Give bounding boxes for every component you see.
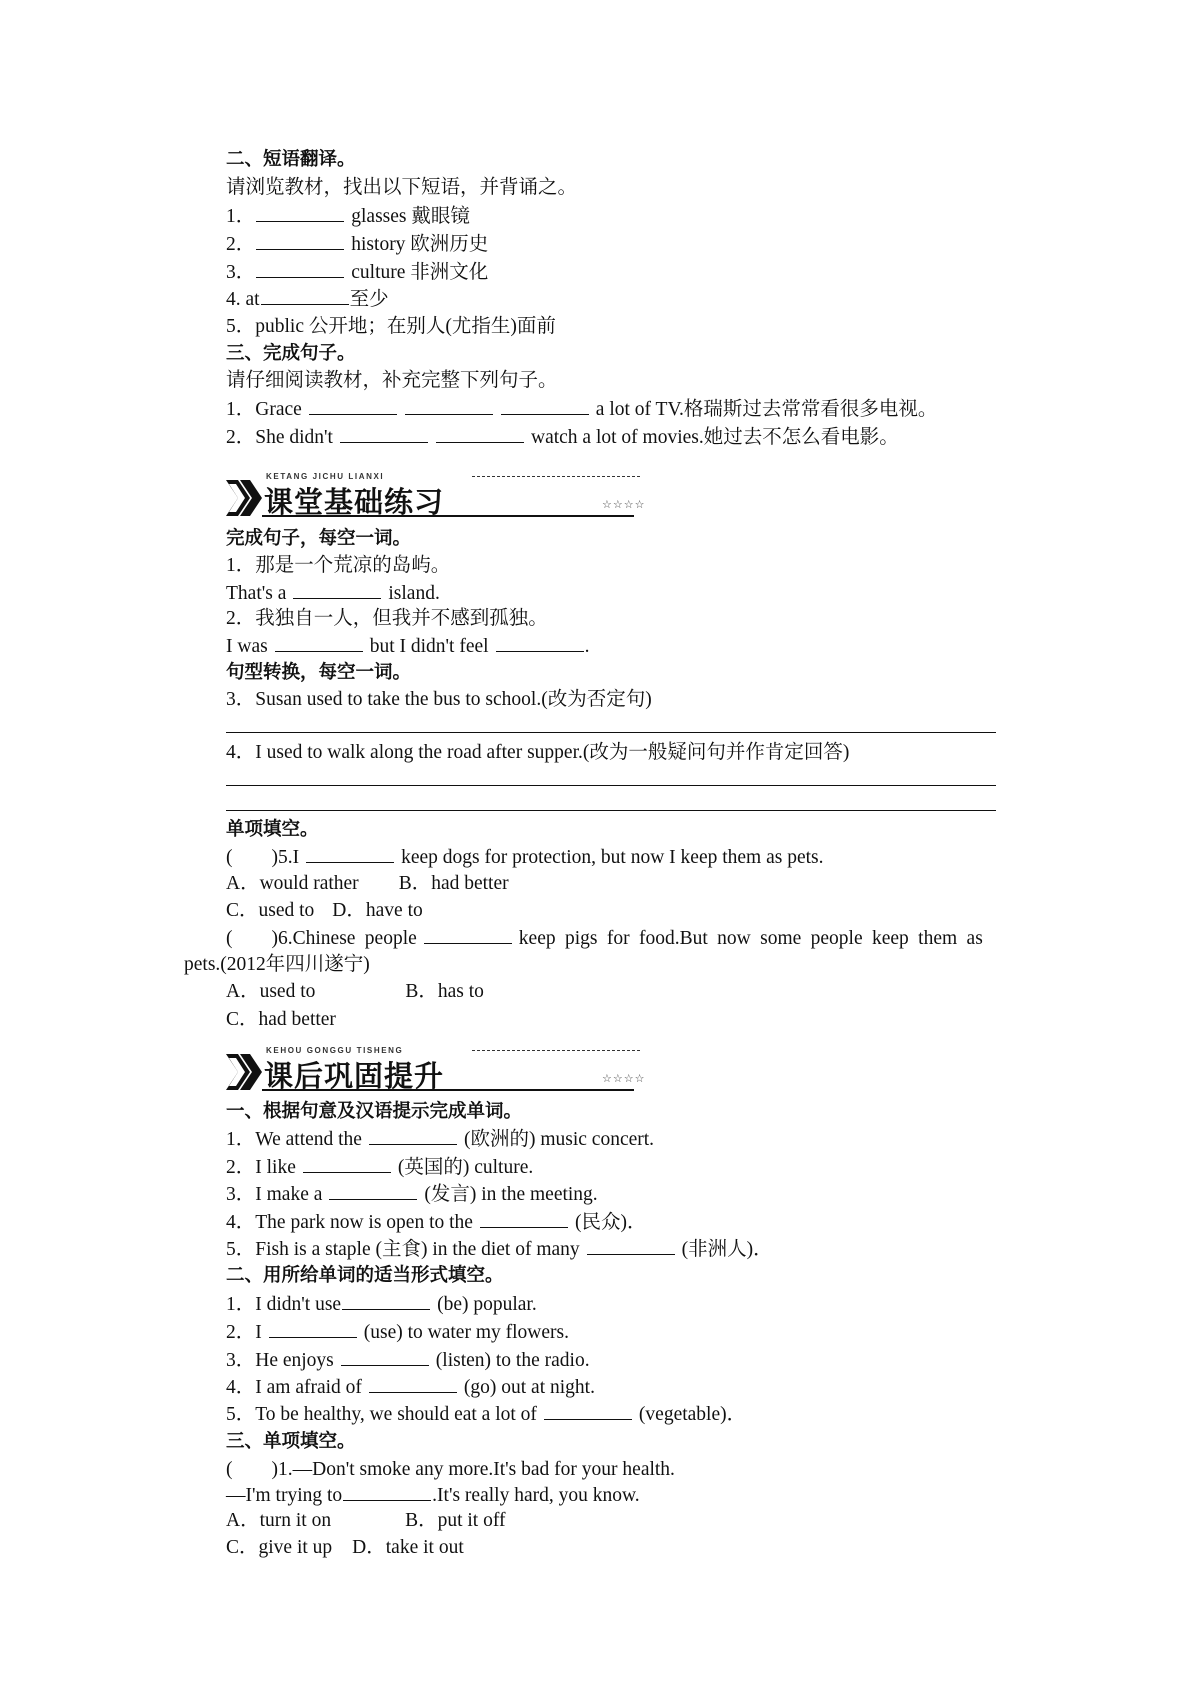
banner-pinyin: KEHOU GONGGU TISHENG	[266, 1046, 404, 1055]
difficulty-stars: ☆☆☆☆	[602, 1072, 646, 1085]
option-b[interactable]: B．has to	[405, 981, 484, 1002]
blank[interactable]	[261, 287, 349, 305]
blank[interactable]	[275, 634, 363, 652]
option-a[interactable]: A．would rather	[226, 873, 359, 894]
blank[interactable]	[501, 397, 589, 415]
question-6-options-ab	[226, 980, 484, 1004]
question-6-continuation: pets.(2012年四川遂宁)	[184, 954, 370, 975]
option-a[interactable]: A．used to	[226, 981, 316, 1002]
sentence-1: 1．Grace a lot of TV.格瑞斯过去常常看很多电视。	[226, 399, 938, 420]
choice-question-1-options-cd	[226, 1536, 464, 1560]
blank[interactable]	[436, 425, 524, 443]
item-text: 至少	[349, 289, 389, 310]
option-a[interactable]: A．turn it on	[226, 1510, 332, 1531]
word-item-4: 4．The park now is open to the (民众)．	[226, 1212, 647, 1233]
option-d[interactable]: D．take it out	[352, 1537, 464, 1558]
option-d[interactable]: D．have to	[332, 900, 423, 921]
subheading-complete-sentences: 完成句子，每空一词。	[226, 528, 412, 549]
option-c[interactable]: C．give it up	[226, 1537, 333, 1558]
blank[interactable]	[256, 204, 344, 222]
question-6: ( )6.Chinese people keep pigs for food.But now some people keep them as	[226, 928, 983, 949]
instruction-text: 请浏览教材，找出以下短语，并背诵之。	[226, 177, 578, 198]
section-heading-phrase-translation: 二、短语翻译。	[226, 149, 356, 170]
phrase-item-4	[226, 287, 389, 312]
blank[interactable]	[306, 845, 394, 863]
question-4: 4．I used to walk along the road after supper.(改为一般疑问句并作肯定回答)	[226, 742, 850, 763]
blank[interactable]	[293, 581, 381, 599]
blank[interactable]	[496, 634, 584, 652]
option-c[interactable]: C．used to	[226, 900, 315, 921]
question-3: 3．Susan used to take the bus to school.(改为否定句)	[226, 689, 652, 710]
item-number: 3．	[226, 262, 256, 283]
banner-dash-line	[472, 1050, 640, 1051]
word-item-5: 5．Fish is a staple (主食) in the diet of many (非洲人)．	[226, 1239, 773, 1260]
question-5-options-cd	[226, 899, 423, 923]
blank[interactable]	[256, 260, 344, 278]
item-text: history 欧洲历史	[351, 234, 489, 255]
blank[interactable]	[256, 232, 344, 250]
section-heading-multiple-choice: 三、单项填空。	[226, 1431, 356, 1452]
phrase-item-5	[226, 315, 556, 339]
choice-question-1: ( )1.—Don't smoke any more.It's bad for your health.	[226, 1459, 675, 1480]
double-chevron-icon	[224, 478, 268, 518]
question-1-chinese: 1．那是一个荒凉的岛屿。	[226, 555, 451, 576]
subheading-multiple-choice: 单项填空。	[226, 819, 319, 840]
question-1-english: That's a island.	[226, 583, 440, 604]
answer-line[interactable]	[226, 810, 996, 811]
subheading-sentence-transform: 句型转换，每空一词。	[226, 662, 412, 683]
phrase-item-1	[226, 204, 470, 229]
banner-pinyin: KETANG JICHU LIANXI	[266, 472, 385, 481]
banner-dash-line	[472, 476, 640, 477]
difficulty-stars: ☆☆☆☆	[602, 498, 646, 511]
blank[interactable]	[309, 397, 397, 415]
item-number: 1．	[226, 206, 256, 227]
blank[interactable]	[303, 1155, 391, 1173]
word-item-2: 2．I like (英国的) culture.	[226, 1157, 534, 1178]
banner-title: 课后巩固提升	[264, 1059, 445, 1093]
item-text: glasses 戴眼镜	[351, 206, 470, 227]
question-2-chinese: 2．我独自一人，但我并不感到孤独。	[226, 608, 548, 629]
word-item-1: 1．We attend the (欧洲的) music concert.	[226, 1129, 655, 1150]
option-b[interactable]: B．put it off	[405, 1510, 506, 1531]
blank[interactable]	[587, 1237, 675, 1255]
blank[interactable]	[544, 1402, 632, 1420]
form-item-4: 4．I am afraid of (go) out at night.	[226, 1377, 595, 1398]
item-number: 2．	[226, 234, 256, 255]
blank[interactable]	[340, 425, 428, 443]
answer-line[interactable]	[226, 785, 996, 786]
section-heading-complete-sentences: 三、完成句子。	[226, 343, 356, 364]
item-number: 4. at	[226, 289, 260, 310]
blank[interactable]	[369, 1127, 457, 1145]
blank[interactable]	[369, 1375, 457, 1393]
section-banner-kehou	[224, 1046, 674, 1094]
instruction-text: 请仔细阅读教材，补充完整下列句子。	[226, 370, 558, 391]
section-heading-word-completion: 一、根据句意及汉语提示完成单词。	[226, 1101, 523, 1122]
item-text: public 公开地；在别人(尤指生)面前	[255, 316, 556, 337]
question-2-english: I was but I didn't feel .	[226, 636, 590, 657]
banner-underline	[262, 515, 634, 517]
item-text: culture 非洲文化	[351, 262, 489, 283]
option-c[interactable]: C．had better	[226, 1009, 336, 1030]
phrase-item-3	[226, 260, 488, 285]
choice-question-1-options-ab	[226, 1509, 506, 1533]
blank[interactable]	[269, 1320, 357, 1338]
form-item-3: 3．He enjoys (listen) to the radio.	[226, 1350, 590, 1371]
blank[interactable]	[329, 1182, 417, 1200]
form-item-2: 2．I (use) to water my flowers.	[226, 1322, 569, 1343]
answer-line[interactable]	[226, 732, 996, 733]
blank[interactable]	[341, 1348, 429, 1366]
section-banner-ketang	[224, 472, 674, 520]
phrase-item-2	[226, 232, 488, 257]
blank[interactable]	[342, 1292, 430, 1310]
blank[interactable]	[343, 1483, 431, 1501]
section-heading-word-form: 二、用所给单词的适当形式填空。	[226, 1265, 504, 1286]
blank[interactable]	[480, 1210, 568, 1228]
choice-question-1-reply: —I'm trying to .It's really hard, you know.	[226, 1485, 640, 1506]
option-b[interactable]: B．had better	[398, 873, 509, 894]
question-5-options-ab	[226, 872, 509, 896]
form-item-5: 5．To be healthy, we should eat a lot of (vegetable)．	[226, 1404, 747, 1425]
blank[interactable]	[424, 926, 512, 944]
double-chevron-icon	[224, 1052, 268, 1092]
word-item-3: 3．I make a (发言) in the meeting.	[226, 1184, 598, 1205]
question-6-option-c	[226, 1008, 336, 1032]
banner-title: 课堂基础练习	[264, 485, 445, 519]
banner-underline	[262, 1089, 634, 1091]
question-5: ( )5.I keep dogs for protection, but now I keep them as pets.	[226, 847, 824, 868]
sentence-2: 2．She didn't watch a lot of movies.她过去不怎么看电影。	[226, 427, 899, 448]
blank[interactable]	[405, 397, 493, 415]
item-number: 5．	[226, 316, 256, 337]
form-item-1: 1．I didn't use (be) popular.	[226, 1294, 537, 1315]
